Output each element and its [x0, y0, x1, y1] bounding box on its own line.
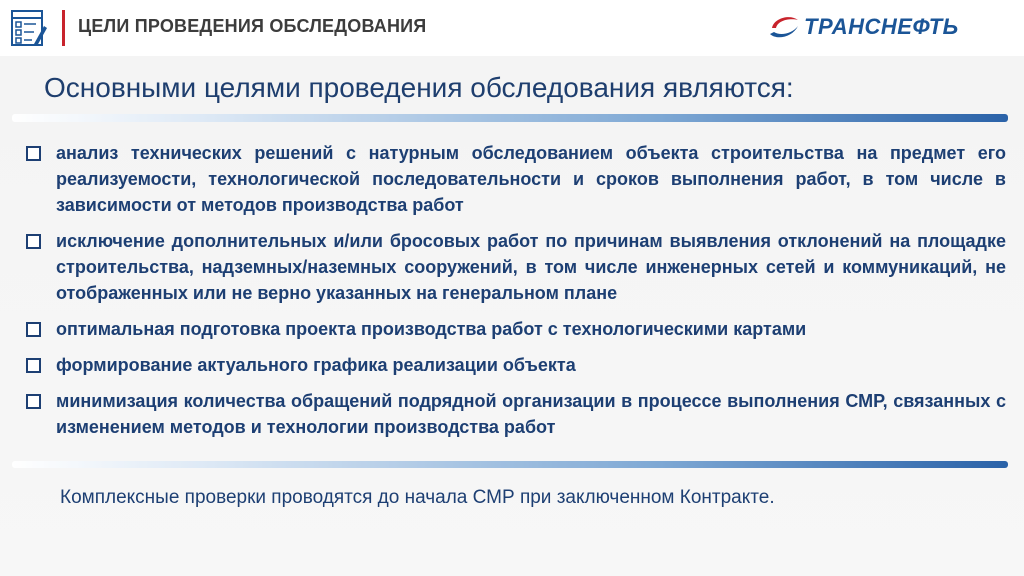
company-logo — [768, 10, 959, 44]
footer-note: Комплексные проверки проводятся до начала СМР при заключенном Контракте. — [60, 487, 775, 508]
list-item — [26, 352, 1006, 378]
goals-list — [26, 140, 1006, 450]
logo-text: ТРАНСНЕФТЬ — [804, 14, 959, 39]
checkbox-bullet-icon — [26, 322, 41, 337]
list-item-text: анализ технических решений с натурным обследованием объекта строительства на предмет его реализуемости, технологической последовательности и сроков выполнения работ, в том числе в зависимости от методов производства работ — [56, 143, 1006, 215]
list-item — [26, 388, 1006, 440]
list-item-text: исключение дополнительных и/или бросовых работ по причинам выявления отклонений на площадке строительства, надземных/наземных сооружений, в том числе инженерных сетей и коммуникаций, не отображенных или не верно указанных на генеральном плане — [56, 231, 1006, 303]
checkbox-bullet-icon — [26, 358, 41, 373]
list-item-text: формирование актуального графика реализации объекта — [56, 355, 576, 375]
list-item-text: минимизация количества обращений подрядной организации в процессе выполнения СМР, связанных с изменением методов и технологии производства работ — [56, 391, 1006, 437]
list-item — [26, 140, 1006, 218]
checkbox-bullet-icon — [26, 146, 41, 161]
header-divider — [62, 10, 65, 46]
page-title: ЦЕЛИ ПРОВЕДЕНИЯ ОБСЛЕДОВАНИЯ — [78, 16, 427, 36]
checkbox-bullet-icon — [26, 234, 41, 249]
list-item — [26, 316, 1006, 342]
list-item — [26, 228, 1006, 306]
slide-header — [0, 0, 1024, 56]
list-item-text: оптимальная подготовка проекта производства работ с технологическими картами — [56, 319, 807, 339]
logo-swoosh-icon — [768, 14, 800, 40]
section-heading: Основными целями проведения обследования являются: — [44, 72, 794, 103]
checkbox-bullet-icon — [26, 394, 41, 409]
heading-underline — [12, 114, 1008, 122]
checklist-icon — [10, 8, 48, 48]
list-underline — [12, 461, 1008, 468]
